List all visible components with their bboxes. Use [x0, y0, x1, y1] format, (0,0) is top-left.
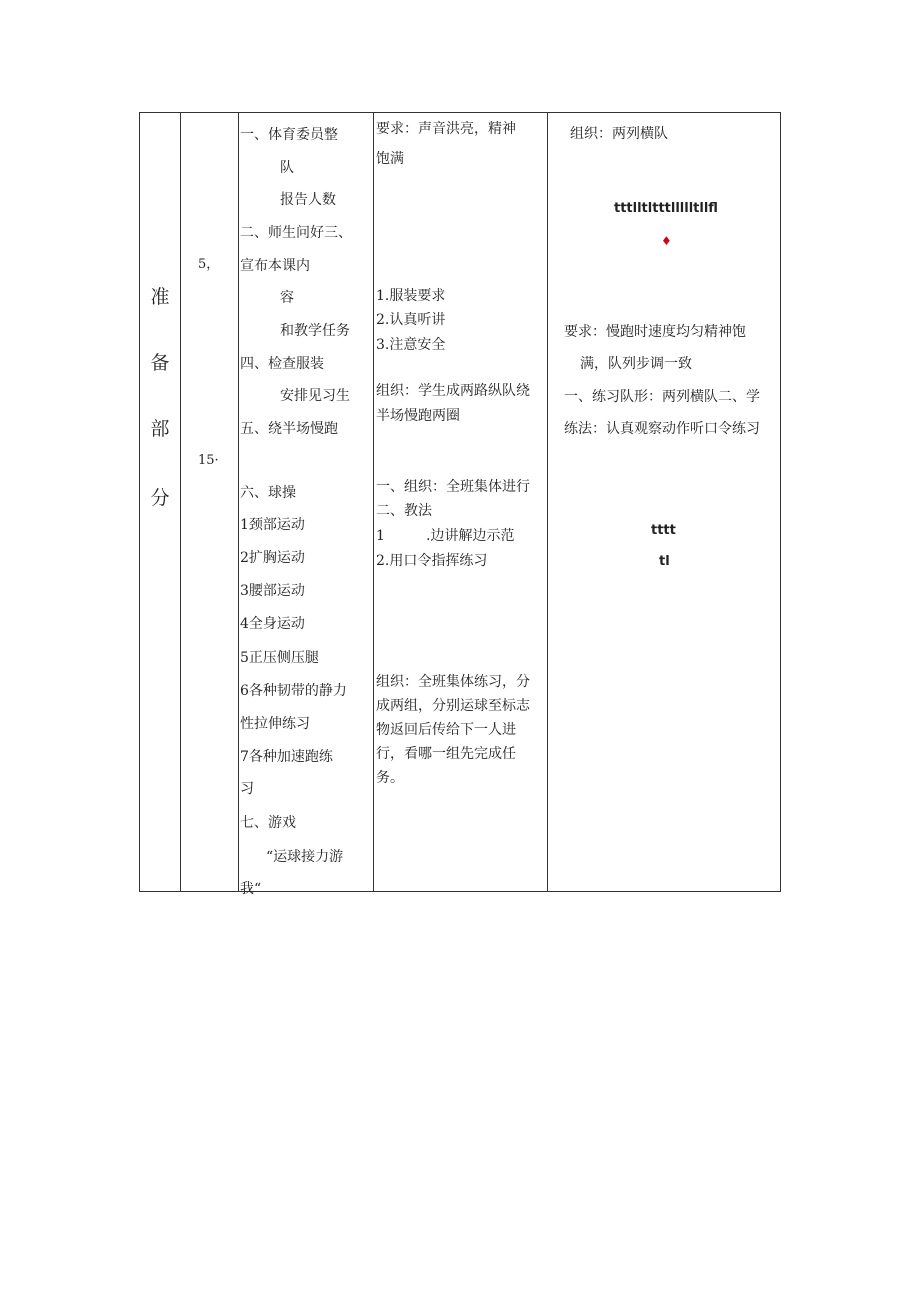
- column-divider: [180, 113, 181, 891]
- section-label-char: 分: [150, 487, 170, 509]
- method-line: 一、组织：全班集体进行: [376, 479, 530, 495]
- time-value: 15·: [198, 453, 219, 468]
- column-divider: [238, 113, 239, 891]
- method-line: 行，看哪一组先完成任: [376, 746, 516, 762]
- method-line: 2.认真听讲: [376, 312, 446, 328]
- method-line: 半场慢跑两圈: [376, 408, 460, 424]
- content-line: 宣布本课内: [240, 258, 310, 274]
- content-line: 2扩胸运动: [240, 550, 305, 566]
- content-line: 七、游戏: [240, 815, 296, 831]
- content-line: 队: [280, 160, 294, 176]
- organization-line: 满，队列步调一致: [580, 356, 692, 372]
- method-line: 1: [376, 528, 385, 544]
- method-line: 1.服装要求: [376, 288, 446, 304]
- organization-line: 要求：慢跑时速度均匀精神饱: [564, 324, 746, 340]
- section-label-char: 准: [150, 286, 170, 308]
- organization-line: 组织：两列横队: [570, 126, 668, 142]
- formation-row: tttt: [651, 523, 676, 538]
- content-line: 1颈部运动: [240, 517, 305, 533]
- column-divider: [547, 113, 548, 891]
- column-divider: [373, 113, 374, 891]
- organization-line: 一、练习队形：两列横队二、学: [564, 389, 760, 405]
- time-value: 5，: [198, 257, 220, 272]
- method-line: 成两组，分别运球至标志: [376, 698, 530, 714]
- formation-row: tttlltltttllllltllfl: [614, 201, 718, 216]
- content-line: “运球接力游: [266, 849, 344, 865]
- content-line: 报告人数: [280, 192, 336, 208]
- content-line: 3腰部运动: [240, 583, 305, 599]
- teacher-diamond-icon: ♦: [661, 234, 672, 248]
- content-line: 安排见习生: [280, 388, 350, 404]
- content-line: 一、体育委员整: [240, 127, 338, 143]
- method-line: 物返回后传给下一人进: [376, 722, 516, 738]
- method-line: 要求：声音洪亮，精神: [376, 121, 516, 137]
- content-line: 7各种加速跑练: [240, 749, 333, 765]
- method-line: 务。: [376, 770, 404, 786]
- content-line: 习: [240, 781, 254, 797]
- content-line: 五、绕半场慢跑: [240, 421, 338, 437]
- content-line: 性拉伸练习: [240, 716, 310, 732]
- content-line: 我“: [240, 881, 262, 897]
- method-line: 组织：学生成两路纵队绕: [376, 383, 530, 399]
- content-line: 6各种韧带的静力: [240, 683, 347, 699]
- content-line: 5正压侧压腿: [240, 650, 319, 666]
- content-line: 容: [280, 290, 294, 306]
- method-line: 组织：全班集体练习，分: [376, 674, 530, 690]
- content-line: 四、检查服装: [240, 356, 324, 372]
- content-line: 和教学任务: [280, 323, 350, 339]
- method-line: 2.用口令指挥练习: [376, 553, 488, 569]
- content-line: 六、球操: [240, 485, 296, 501]
- content-line: 二、师生问好三、: [240, 225, 352, 241]
- method-line: 3.注意安全: [376, 337, 446, 353]
- organization-line: 练法：认真观察动作听口令练习: [564, 421, 760, 437]
- method-line: 二、教法: [376, 503, 432, 519]
- method-line: .边讲解边示范: [426, 528, 515, 544]
- method-line: 饱满: [376, 151, 404, 167]
- content-line: 4全身运动: [240, 616, 305, 632]
- lesson-plan-table: [139, 112, 781, 897]
- section-label-char: 部: [150, 418, 170, 440]
- formation-row: tl: [659, 554, 670, 569]
- section-label-char: 备: [150, 352, 170, 374]
